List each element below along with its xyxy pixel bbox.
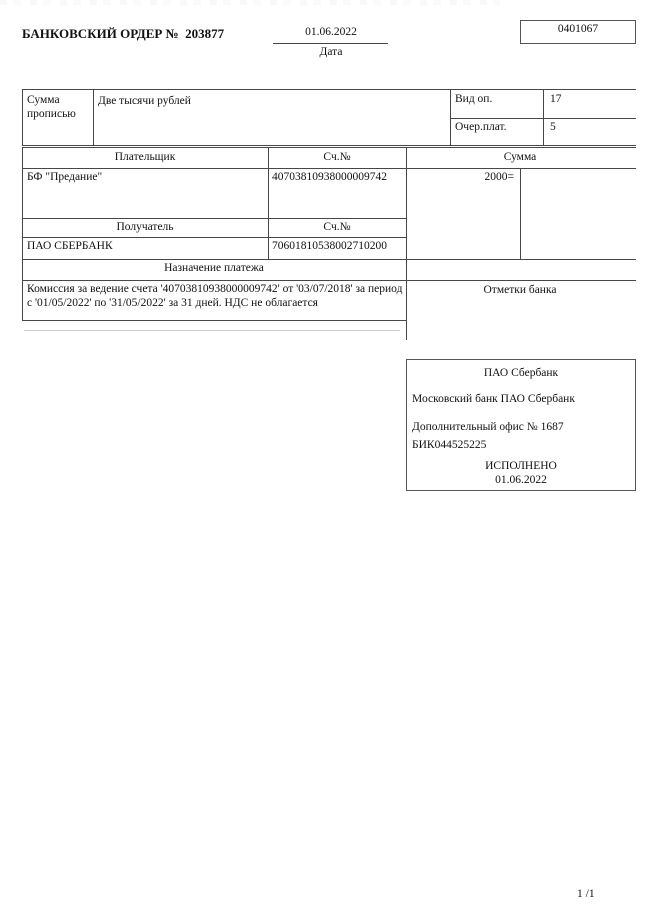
payee-row-bottom-border (22, 259, 636, 260)
table1-bottom-border (22, 145, 636, 146)
table1-codes-value-divider (543, 89, 544, 145)
payee-name: ПАО СБЕРБАНК (27, 240, 113, 252)
payer-column-header: Плательщик (114, 151, 176, 163)
page-indicator: 1 /1 (577, 888, 595, 900)
purpose-text-line2: с '01/05/2022' по '31/05/2022' за 31 дней. НДС не облагается (27, 297, 318, 309)
table2-top-border (22, 147, 636, 148)
payment-priority-value: 5 (550, 121, 556, 133)
table1-label-divider (93, 89, 94, 145)
form-code: 0401067 (557, 23, 599, 35)
sum-column-header: Сумма (503, 151, 537, 163)
payer-account-number: 40703810938000009742 (272, 171, 387, 183)
operation-type-label: Вид оп. (455, 93, 493, 105)
form-code-box (520, 20, 636, 44)
payer-account-column-header: Сч.№ (323, 151, 351, 163)
operation-type-value: 17 (550, 93, 562, 105)
stamp-status-date: 01.06.2022 (495, 474, 547, 486)
payee-account-number: 70601810538002710200 (272, 240, 387, 252)
document-title: БАНКОВСКИЙ ОРДЕР № 203877 (22, 26, 225, 41)
stamp-branch: Московский банк ПАО Сбербанк (412, 393, 575, 405)
date-label: Дата (319, 46, 343, 58)
purpose-bottom-border (22, 320, 406, 321)
scan-artifact-top (0, 0, 500, 5)
payee-account-column-header: Сч.№ (323, 221, 351, 233)
amount-in-words-label: Сумма прописью (27, 94, 76, 120)
purpose-header-bottom-border (22, 280, 636, 281)
bank-marks-label: Отметки банка (483, 284, 557, 296)
stamp-bik: БИК044525225 (412, 439, 487, 451)
purpose-text-line1: Комиссия за ведение счета '40703810938000009742' от '03/07/2018' за период (27, 283, 403, 295)
payee-header-bottom-border (22, 237, 406, 238)
payment-priority-label: Очер.плат. (455, 121, 507, 133)
payer-row-bottom-border (22, 218, 406, 219)
table1-left-border (22, 89, 23, 145)
amount-in-words-value: Две тысячи рублей (98, 95, 191, 107)
purpose-header: Назначение платежа (164, 262, 264, 274)
payer-name: БФ "Предание" (27, 171, 103, 183)
stamp-bank-name: ПАО Сбербанк (483, 367, 559, 379)
table2-header-bottom-border (22, 168, 636, 169)
date-underline (273, 43, 388, 44)
sum-cell-inner-divider (520, 168, 521, 259)
stamp-office: Дополнительный офис № 1687 (412, 421, 564, 433)
stamp-status: ИСПОЛНЕНО (485, 460, 557, 472)
purpose-faint-shadow-line (24, 330, 400, 331)
document-date: 01.06.2022 (305, 26, 357, 38)
payee-column-header: Получатель (116, 221, 174, 233)
bank-stamp-box (406, 359, 636, 491)
table1-codes-divider (450, 89, 451, 145)
sum-value: 2000= (484, 171, 514, 183)
